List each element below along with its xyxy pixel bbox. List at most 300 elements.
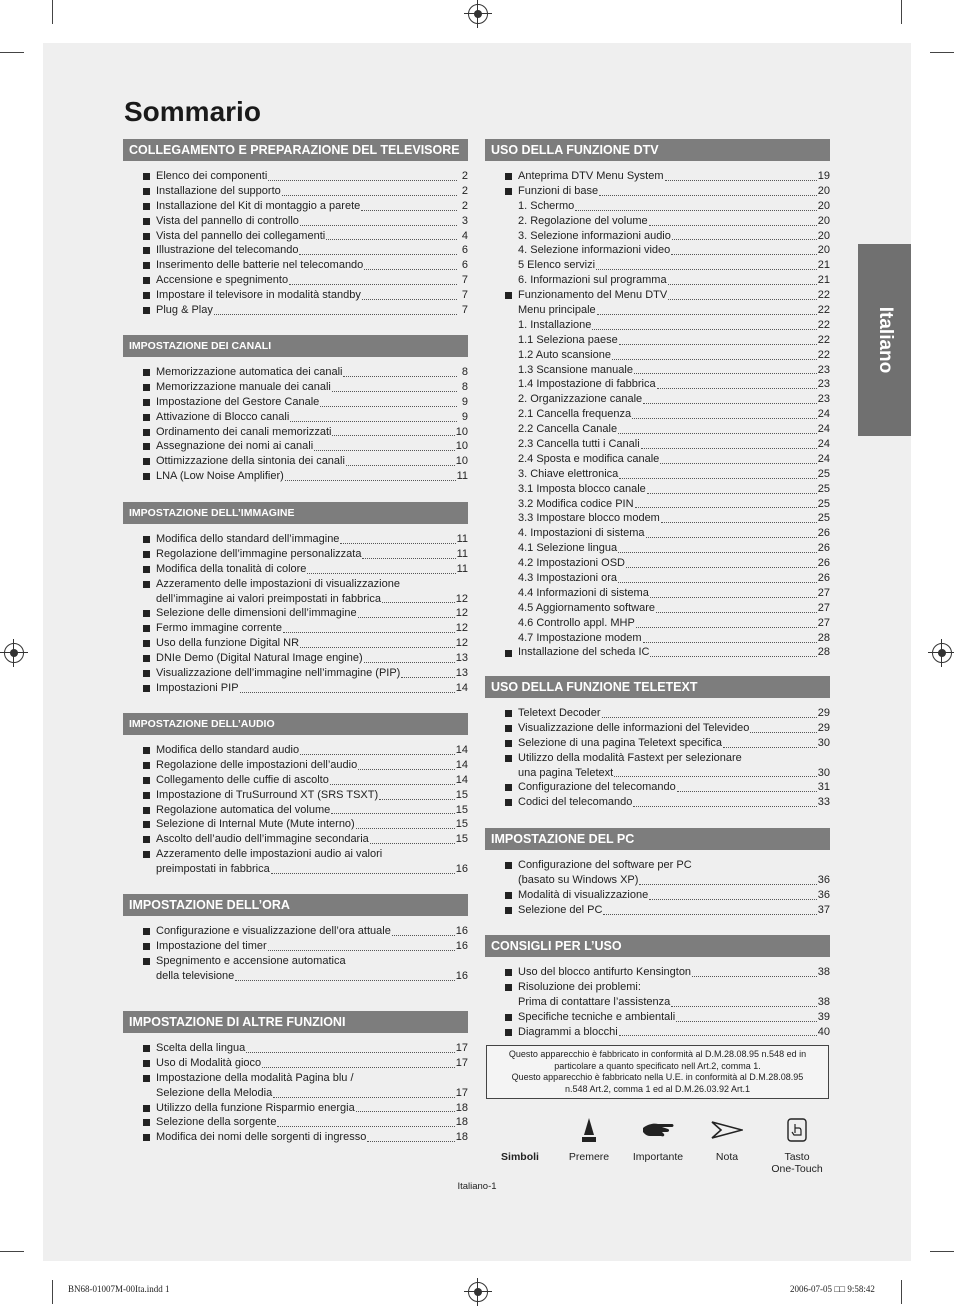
toc-entry[interactable]	[123, 169, 468, 184]
toc-entry[interactable]	[123, 1101, 468, 1116]
toc-entry-page: 8	[461, 365, 468, 378]
toc-entry-text: 3.1 Imposta blocco canale	[518, 482, 646, 495]
toc-entry[interactable]	[485, 795, 830, 810]
toc-section	[485, 935, 830, 1039]
toc-entry-text: 2. Organizzazione canale	[518, 393, 643, 406]
toc-entry[interactable]	[485, 736, 830, 751]
toc-entry[interactable]	[123, 184, 468, 199]
toc-entry-page: 24	[817, 438, 830, 451]
section-header: CONSIGLI PER L’USO	[485, 935, 830, 957]
toc-entry-page: 11	[456, 562, 468, 575]
toc-entry-page: 12	[455, 592, 468, 605]
toc-entry[interactable]	[123, 817, 468, 832]
toc-entry[interactable]	[123, 258, 468, 273]
toc-entry-list	[485, 858, 830, 918]
toc-entry-list	[123, 924, 468, 984]
leader-dots	[671, 1005, 817, 1007]
toc-entry-text: una pagina Teletext	[518, 766, 614, 779]
leader-dots	[314, 449, 455, 451]
toc-entry-page: 24	[817, 423, 830, 436]
toc-entry-page: 15	[455, 803, 468, 816]
toc-entry[interactable]	[485, 995, 830, 1010]
toc-entry-page: 24	[817, 452, 830, 465]
toc-entry[interactable]	[123, 651, 468, 666]
leader-dots	[332, 390, 457, 392]
toc-entry[interactable]	[485, 721, 830, 736]
toc-entry-text: Regolazione automatica del volume	[156, 803, 331, 816]
toc-entry-text: Attivazione di Blocco canali	[156, 410, 290, 423]
toc-entry-page: 33	[817, 796, 830, 809]
toc-entry[interactable]	[123, 954, 468, 969]
toc-entry-text: Fermo immagine corrente	[156, 622, 282, 635]
toc-entry[interactable]	[123, 592, 468, 607]
leader-dots	[692, 975, 817, 977]
toc-entry[interactable]	[123, 681, 468, 696]
leader-dots	[656, 611, 817, 613]
leader-dots	[300, 753, 455, 755]
toc-entry-text: 3.2 Modifica codice PIN	[518, 497, 634, 510]
leader-dots	[271, 872, 455, 874]
leader-dots	[614, 775, 817, 777]
toc-entry[interactable]	[123, 395, 468, 410]
toc-entry-page: 28	[817, 631, 830, 644]
toc-entry-text: Uso della funzione Digital NR	[156, 637, 300, 650]
toc-entry[interactable]	[123, 562, 468, 577]
toc-entry[interactable]	[485, 858, 830, 873]
toc-entry[interactable]	[123, 1130, 468, 1145]
toc-section	[123, 335, 468, 484]
leader-dots	[618, 581, 817, 583]
toc-entry[interactable]	[123, 1056, 468, 1071]
toc-entry[interactable]	[123, 454, 468, 469]
toc-entry-page: 8	[461, 380, 468, 393]
toc-entry-text: Visualizzazione delle informazioni del Televideo	[518, 721, 750, 734]
toc-entry[interactable]	[485, 980, 830, 995]
toc-entry[interactable]	[123, 606, 468, 621]
toc-entry-text: Ottimizzazione della sintonia dei canali	[156, 455, 345, 468]
toc-entry[interactable]	[123, 636, 468, 651]
toc-entry-text: 4. Impostazioni di sistema	[518, 527, 645, 540]
leader-dots	[320, 405, 457, 407]
toc-entry-text: Memorizzazione manuale dei canali	[156, 380, 331, 393]
toc-entry[interactable]	[485, 437, 830, 452]
toc-entry-text: Selezione di una pagina Teletext specifica	[518, 736, 723, 749]
toc-entry-page: 29	[817, 721, 830, 734]
toc-entry[interactable]	[123, 621, 468, 636]
toc-entry[interactable]	[123, 847, 468, 862]
toc-entry-list	[485, 965, 830, 1039]
crop-mark	[52, 1280, 53, 1304]
toc-entry-page: 31	[817, 781, 830, 794]
toc-entry-page: 30	[817, 736, 830, 749]
toc-entry[interactable]	[485, 526, 830, 541]
leader-dots	[364, 661, 455, 663]
toc-entry-text: Installazione del supporto	[156, 184, 281, 197]
toc-entry[interactable]	[485, 903, 830, 918]
toc-entry-text: Modifica dei nomi delle sorgenti di ingresso	[156, 1131, 367, 1144]
toc-entry[interactable]	[485, 392, 830, 407]
toc-entry[interactable]	[485, 422, 830, 437]
notice-line: Questo apparecchio è fabbricato nella U.E. in conformità al D.M.28.08.95	[511, 1072, 804, 1083]
symbol-label: Premere	[568, 1151, 610, 1163]
toc-entry[interactable]	[485, 333, 830, 348]
toc-entry-page: 16	[455, 863, 468, 876]
toc-entry[interactable]	[123, 803, 468, 818]
toc-entry[interactable]	[485, 586, 830, 601]
toc-entry-text: 5 Elenco servizi	[518, 259, 596, 272]
toc-entry[interactable]	[123, 229, 468, 244]
date-slug: 2006-07-05 □□ 9:58:42	[790, 1284, 875, 1294]
toc-entry[interactable]	[485, 873, 830, 888]
section-header: USO DELLA FUNZIONE TELETEXT	[485, 676, 830, 698]
toc-entry[interactable]	[123, 243, 468, 258]
notice-line: Questo apparecchio è fabbricato in conformità al D.M.28.08.95 n.548 ed in	[508, 1049, 807, 1059]
toc-entry-text: Inserimento delle batterie nel telecomando	[156, 259, 364, 272]
leader-dots	[277, 1125, 454, 1127]
toc-entry-text: Selezione di Internal Mute (Mute interno)	[156, 818, 355, 831]
toc-entry-page: 38	[817, 965, 830, 978]
toc-entry[interactable]	[485, 766, 830, 781]
leader-dots	[307, 572, 455, 574]
toc-entry-page: 15	[455, 788, 468, 801]
toc-entry-page: 13	[455, 667, 468, 679]
toc-entry[interactable]	[123, 577, 468, 592]
toc-entry-page: 27	[817, 586, 830, 599]
toc-entry[interactable]	[123, 788, 468, 803]
toc-entry-page: 10	[455, 440, 468, 453]
toc-section	[485, 676, 830, 810]
toc-entry[interactable]	[485, 780, 830, 795]
symbols-label: Simboli	[501, 1151, 539, 1163]
leader-dots	[650, 655, 816, 657]
toc-entry-page: 15	[455, 818, 468, 831]
toc-entry-text: Modalità di visualizzazione	[518, 888, 649, 901]
toc-entry-page: 23	[817, 363, 830, 376]
leader-dots	[634, 372, 817, 374]
toc-entry[interactable]	[123, 273, 468, 288]
toc-entry[interactable]	[485, 888, 830, 903]
toc-entry[interactable]	[485, 646, 830, 661]
leader-dots	[597, 313, 817, 315]
toc-entry[interactable]	[123, 939, 468, 954]
toc-entry[interactable]	[485, 706, 830, 721]
toc-entry-page: 2	[461, 199, 468, 212]
leader-dots	[661, 521, 817, 523]
leader-dots	[240, 691, 455, 693]
notice-line: particolare a quanto specificato nell Art.2, comma 1.	[554, 1060, 761, 1071]
section-header: IMPOSTAZIONE DELL’IMMAGINE	[123, 502, 468, 524]
toc-entry-page: 12	[455, 607, 468, 620]
toc-entry-page: 7	[461, 304, 468, 316]
toc-entry[interactable]	[123, 1071, 468, 1086]
toc-entry-page: 2	[461, 169, 468, 182]
toc-entry-list	[485, 706, 830, 810]
toc-entry-page: 18	[455, 1116, 468, 1129]
toc-entry[interactable]	[123, 832, 468, 847]
legal-notice-box	[486, 1045, 829, 1099]
press-icon	[549, 1115, 629, 1145]
toc-entry-text: Impostazione del timer	[156, 939, 267, 952]
toc-entry[interactable]	[485, 751, 830, 766]
toc-entry[interactable]	[485, 229, 830, 244]
toc-entry-page: 38	[817, 995, 830, 1008]
toc-entry[interactable]	[123, 469, 468, 484]
toc-entry[interactable]	[485, 303, 830, 318]
leader-dots	[647, 492, 817, 494]
toc-entry-text: 6. Informazioni sul programma	[518, 274, 667, 287]
toc-entry-text: Illustrazione del telecomando	[156, 244, 299, 257]
toc-entry[interactable]	[485, 214, 830, 229]
section-header: IMPOSTAZIONE DI ALTRE FUNZIONI	[123, 1011, 468, 1033]
toc-entry[interactable]	[485, 407, 830, 422]
leader-dots	[618, 551, 817, 553]
leader-dots	[671, 253, 816, 255]
leader-dots	[361, 209, 457, 211]
toc-entry[interactable]	[123, 1115, 468, 1130]
toc-entry-text: 3. Selezione informazioni audio	[518, 229, 671, 242]
toc-entry[interactable]	[485, 601, 830, 616]
toc-section	[123, 1011, 468, 1145]
toc-entry-text: Risoluzione dei problemi:	[518, 980, 641, 993]
toc-entry[interactable]	[485, 482, 830, 497]
leader-dots	[657, 387, 817, 389]
toc-entry[interactable]	[123, 666, 468, 681]
leader-dots	[340, 542, 455, 544]
leader-dots	[331, 812, 454, 814]
toc-entry[interactable]	[485, 184, 830, 199]
leader-dots	[346, 464, 455, 466]
toc-entry-page: 22	[817, 304, 830, 316]
leader-dots	[641, 447, 817, 449]
toc-entry[interactable]	[485, 288, 830, 303]
leader-dots	[362, 557, 455, 559]
note-arrow-icon	[687, 1115, 767, 1145]
toc-entry[interactable]	[485, 348, 830, 363]
leader-dots	[643, 641, 817, 643]
toc-entry[interactable]	[123, 773, 468, 788]
leader-dots	[356, 827, 455, 829]
toc-entry-text: Impostazione del Gestore Canale	[156, 395, 320, 408]
toc-entry-page: 23	[817, 393, 830, 406]
leader-dots	[636, 626, 817, 628]
toc-entry-text: Azzeramento delle impostazioni audio ai valori	[156, 848, 383, 861]
toc-entry-page: 19	[817, 169, 830, 182]
toc-entry-text: Diagrammi a blocchi	[518, 1025, 618, 1038]
toc-entry-page: 25	[817, 497, 830, 510]
toc-entry[interactable]	[123, 425, 468, 440]
toc-entry-page: 22	[817, 289, 830, 302]
toc-entry[interactable]	[485, 1025, 830, 1040]
toc-entry-page: 7	[461, 274, 468, 287]
toc-entry[interactable]	[485, 199, 830, 214]
toc-entry[interactable]	[485, 556, 830, 571]
toc-entry-page: 18	[455, 1131, 468, 1144]
symbol-item	[549, 1115, 629, 1163]
toc-entry[interactable]	[123, 532, 468, 547]
toc-entry-page: 26	[817, 557, 830, 570]
toc-entry[interactable]	[123, 1041, 468, 1056]
leader-dots	[635, 506, 817, 508]
toc-entry-text: preimpostati in fabbrica	[156, 863, 270, 876]
toc-entry-page: 17	[455, 1086, 468, 1099]
toc-entry[interactable]	[123, 288, 468, 303]
toc-entry-text: 2. Regolazione del volume	[518, 214, 648, 227]
toc-entry-text: Teletext Decoder	[518, 706, 601, 719]
toc-entry-text: Codici del telecomando	[518, 796, 633, 809]
toc-entry[interactable]	[123, 1086, 468, 1101]
toc-entry[interactable]	[485, 258, 830, 273]
section-header: IMPOSTAZIONE DELL’ORA	[123, 894, 468, 916]
toc-entry-page: 10	[455, 425, 468, 438]
registration-mark-icon	[4, 643, 24, 663]
toc-entry[interactable]	[123, 439, 468, 454]
toc-entry[interactable]	[485, 541, 830, 556]
toc-entry[interactable]	[123, 969, 468, 984]
toc-entry-page: 22	[817, 318, 830, 331]
toc-entry-text: Memorizzazione automatica dei canali	[156, 365, 343, 378]
toc-entry[interactable]	[485, 1010, 830, 1025]
toc-entry-text: 4.7 Impostazione modem	[518, 631, 642, 644]
leader-dots	[268, 949, 455, 951]
toc-entry[interactable]	[485, 497, 830, 512]
toc-entry-page: 39	[817, 1010, 830, 1023]
crop-mark	[930, 52, 954, 53]
leader-dots	[330, 783, 455, 785]
toc-entry[interactable]	[485, 965, 830, 980]
toc-entry[interactable]	[485, 363, 830, 378]
section-header: IMPOSTAZIONE DEL PC	[485, 828, 830, 850]
toc-entry-text: 4. Selezione informazioni video	[518, 244, 671, 257]
leader-dots	[643, 402, 817, 404]
toc-entry[interactable]	[123, 365, 468, 380]
toc-entry-text: Selezione della Melodia	[156, 1086, 273, 1099]
toc-entry-text: Regolazione delle impostazioni dell’audio	[156, 758, 358, 771]
toc-entry-text: Modifica dello standard dell’immagine	[156, 532, 340, 545]
toc-entry[interactable]	[123, 924, 468, 939]
toc-entry-text: Configurazione del telecomando	[518, 781, 676, 794]
toc-entry-text: 4.2 Impostazioni OSD	[518, 557, 625, 570]
leader-dots	[273, 1096, 455, 1098]
toc-entry-list	[123, 532, 468, 696]
symbol-item	[618, 1115, 698, 1163]
crop-mark	[901, 1280, 902, 1304]
toc-entry[interactable]	[485, 571, 830, 586]
toc-entry-page: 18	[455, 1101, 468, 1114]
symbol-label: One-Touch	[771, 1163, 823, 1175]
toc-entry-text: Vista del pannello di controllo	[156, 214, 299, 227]
symbols-label-block	[480, 1115, 560, 1163]
toc-entry-page: 11	[456, 470, 468, 483]
toc-entry-page: 21	[817, 259, 830, 272]
toc-entry-page: 29	[817, 706, 830, 719]
registration-mark-icon	[932, 643, 952, 663]
toc-entry[interactable]	[485, 273, 830, 288]
toc-entry[interactable]	[485, 616, 830, 631]
leader-dots	[633, 805, 816, 807]
toc-entry[interactable]	[485, 318, 830, 333]
toc-entry-text: Spegnimento e accensione automatica	[156, 954, 346, 967]
toc-entry-page: 11	[456, 547, 468, 560]
leader-dots	[668, 298, 817, 300]
toc-entry-text: 2.3 Cancella tutti i Canali	[518, 438, 640, 451]
toc-entry[interactable]	[123, 410, 468, 425]
toc-entry-text: Collegamento delle cuffie di ascolto	[156, 773, 329, 786]
page-number: Italiano-1	[457, 1181, 497, 1192]
toc-entry-text: 4.5 Aggiornamento software	[518, 601, 655, 614]
toc-entry-text: Installazione del Kit di montaggio a parete	[156, 199, 361, 212]
leader-dots	[599, 194, 817, 196]
toc-entry-list	[485, 169, 830, 660]
toc-entry-text: Impostare il televisore in modalità standby	[156, 289, 361, 302]
toc-entry-text: 1. Schermo	[518, 199, 575, 212]
toc-entry-page: 25	[817, 482, 830, 495]
toc-entry-text: Elenco dei componenti	[156, 169, 268, 182]
leader-dots	[650, 596, 817, 598]
toc-entry-text: Impostazioni PIP	[156, 681, 239, 694]
toc-entry[interactable]	[123, 199, 468, 214]
toc-entry-text: Ordinamento dei canali memorizzati	[156, 425, 332, 438]
leader-dots	[619, 477, 816, 479]
leader-dots	[382, 601, 455, 603]
toc-entry[interactable]	[123, 303, 468, 318]
toc-section	[123, 502, 468, 696]
toc-entry-page: 23	[817, 378, 830, 391]
toc-entry[interactable]	[123, 758, 468, 773]
toc-entry-page: 15	[455, 833, 468, 846]
toc-entry-page: 6	[461, 259, 468, 272]
toc-entry[interactable]	[123, 547, 468, 562]
toc-entry[interactable]	[485, 452, 830, 467]
toc-entry-page: 20	[817, 229, 830, 242]
toc-entry-page: 6	[461, 244, 468, 257]
toc-entry[interactable]	[485, 511, 830, 526]
toc-entry-page: 9	[461, 410, 468, 423]
toc-entry-text: Assegnazione dei nomi ai canali	[156, 440, 314, 453]
toc-entry-page: 20	[817, 214, 830, 227]
toc-entry[interactable]	[123, 862, 468, 877]
toc-entry-text: 1. Installazione	[518, 318, 592, 331]
toc-entry-page: 7	[461, 289, 468, 302]
toc-entry-page: 17	[455, 1041, 468, 1054]
toc-entry-page: 14	[455, 758, 468, 771]
toc-entry[interactable]	[123, 743, 468, 758]
toc-entry[interactable]	[123, 380, 468, 395]
toc-entry-text: Prima di contattare l’assistenza	[518, 995, 671, 1008]
notice-line: n.548 Art.2, comma 1 ed al D.M.26.03.92 Art.1	[564, 1084, 751, 1095]
toc-entry[interactable]	[485, 467, 830, 482]
toc-entry-page: 14	[455, 681, 468, 694]
leader-dots	[300, 224, 457, 226]
leader-dots	[619, 343, 817, 345]
toc-entry[interactable]	[123, 214, 468, 229]
toc-entry-text: 2.1 Cancella frequenza	[518, 408, 632, 421]
leader-dots	[672, 238, 817, 240]
leader-dots	[639, 883, 816, 885]
leader-dots	[676, 1020, 817, 1022]
toc-entry[interactable]	[485, 243, 830, 258]
leader-dots	[358, 616, 455, 618]
toc-entry[interactable]	[485, 377, 830, 392]
leader-dots	[370, 842, 455, 844]
toc-entry[interactable]	[485, 631, 830, 646]
registration-mark-icon	[468, 4, 488, 24]
toc-entry[interactable]	[485, 169, 830, 184]
toc-entry-page: 37	[817, 903, 830, 916]
toc-entry-page: 13	[455, 652, 468, 665]
leader-dots	[723, 746, 817, 748]
toc-entry-page: 30	[817, 766, 830, 779]
toc-section	[123, 894, 468, 984]
